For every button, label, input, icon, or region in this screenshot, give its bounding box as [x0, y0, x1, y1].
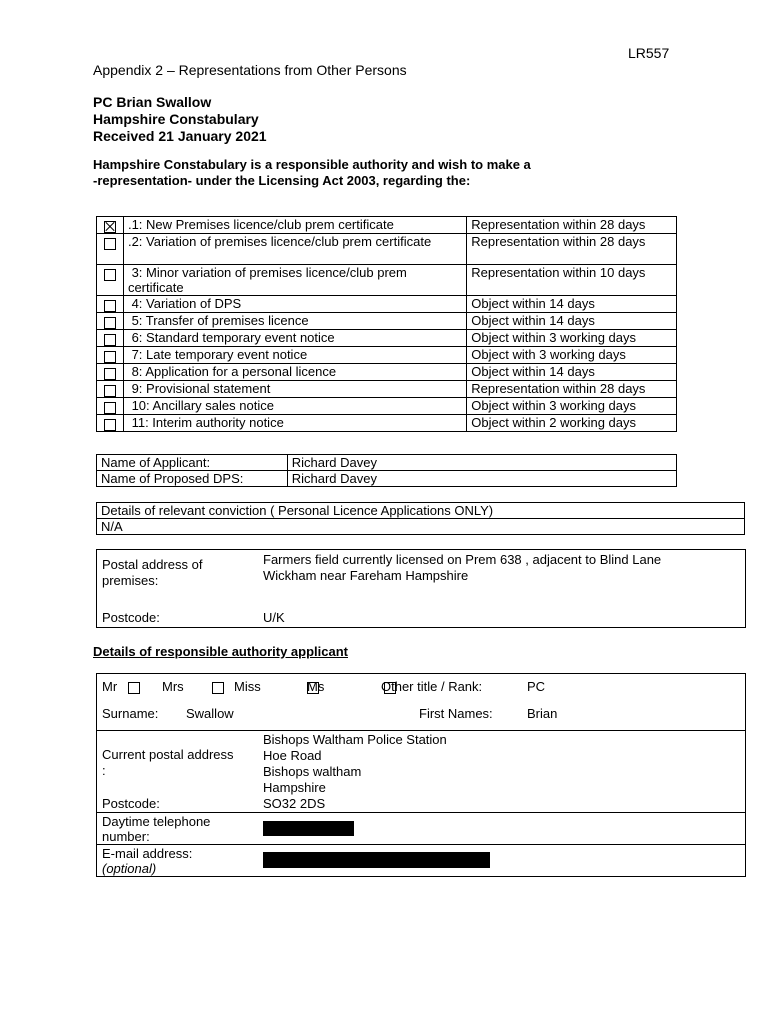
ra-postcode-value: SO32 2DS	[263, 796, 326, 811]
title-mrs-checkbox[interactable]	[212, 682, 224, 694]
application-checkbox[interactable]	[104, 334, 116, 346]
application-checkbox-cell	[97, 313, 124, 330]
application-checkbox-cell	[97, 347, 124, 364]
first-names-value: Brian	[527, 706, 558, 721]
redacted-email	[263, 852, 490, 868]
applicant-name-label: Name of Applicant:	[97, 455, 288, 471]
application-checkbox-cell	[97, 381, 124, 398]
premises-address-value	[263, 552, 661, 584]
application-checkbox-cell	[97, 265, 124, 296]
title-mrs-label: Mrs	[162, 679, 184, 694]
ra-postcode-label: Postcode:	[102, 796, 160, 811]
current-address-label-line2: :	[102, 763, 106, 778]
application-type-label: .2: Variation of premises licence/club prem certificate	[123, 234, 466, 265]
phone-label-line2: number:	[102, 829, 150, 844]
application-type-row	[97, 234, 677, 265]
application-checkbox[interactable]	[104, 317, 116, 329]
divider	[97, 812, 745, 813]
application-type-label: .1: New Premises licence/club prem certificate	[123, 217, 466, 234]
application-checkbox[interactable]	[104, 300, 116, 312]
dps-name-value: Richard Davey	[287, 471, 676, 487]
divider	[97, 844, 745, 845]
application-type-label: 4: Variation of DPS	[123, 296, 466, 313]
application-type-label: 11: Interim authority notice	[123, 415, 466, 432]
address-line: Hampshire	[263, 780, 326, 795]
intro-text	[93, 157, 531, 189]
application-deadline: Object within 14 days	[467, 364, 677, 381]
title-mr-label: Mr	[102, 679, 118, 694]
title-ms-label: Ms	[307, 679, 325, 694]
application-type-label: 3: Minor variation of premises licence/club prem certificate	[123, 265, 466, 296]
premises-address-label-line2: premises:	[102, 573, 159, 588]
current-address-label-line1: Current postal address	[102, 747, 234, 762]
application-checkbox[interactable]	[104, 269, 116, 281]
application-type-row	[97, 381, 677, 398]
application-checkbox[interactable]	[104, 402, 116, 414]
premises-address-label	[102, 557, 202, 589]
application-checkbox-cell	[97, 234, 124, 265]
application-type-table	[96, 216, 677, 432]
received-date: Received 21 January 2021	[93, 128, 267, 144]
application-deadline: Object within 3 working days	[467, 330, 677, 347]
address-line: Bishops Waltham Police Station	[263, 732, 447, 747]
application-deadline: Representation within 28 days	[467, 217, 677, 234]
application-type-label: 5: Transfer of premises licence	[123, 313, 466, 330]
other-title-label: Other title / Rank:	[381, 679, 483, 694]
application-checkbox[interactable]	[104, 351, 116, 363]
application-type-row	[97, 364, 677, 381]
application-type-label: 6: Standard temporary event notice	[123, 330, 466, 347]
responsible-authority-heading: Details of responsible authority applicant	[93, 644, 348, 659]
premises-address-line2: Wickham near Fareham Hampshire	[263, 568, 469, 583]
application-type-row	[97, 217, 677, 234]
application-type-row	[97, 313, 677, 330]
email-label	[102, 846, 192, 876]
premises-address-line1: Farmers field currently licensed on Prem 638 , adjacent to Blind Lane	[263, 552, 662, 567]
first-names-label: First Names:	[419, 706, 493, 721]
application-type-label: 9: Provisional statement	[123, 381, 466, 398]
email-label-line1: E-mail address:	[102, 846, 193, 861]
reference-number: LR557	[628, 45, 670, 61]
premises-box	[96, 549, 746, 628]
application-type-row	[97, 347, 677, 364]
organisation: Hampshire Constabulary	[93, 111, 259, 127]
application-deadline: Object within 14 days	[467, 296, 677, 313]
application-type-row	[97, 265, 677, 296]
intro-line-2: -representation- under the Licensing Act 2003, regarding the:	[93, 173, 471, 188]
application-checkbox[interactable]	[104, 368, 116, 380]
appendix-title: Appendix 2 – Representations from Other Persons	[93, 62, 407, 78]
application-deadline: Representation within 28 days	[467, 234, 677, 265]
email-optional-note: (optional)	[102, 861, 157, 876]
application-checkbox[interactable]	[104, 221, 116, 233]
application-type-row	[97, 415, 677, 432]
application-deadline: Object within 3 working days	[467, 398, 677, 415]
application-deadline: Object within 14 days	[467, 313, 677, 330]
application-deadline: Object with 3 working days	[467, 347, 677, 364]
phone-label-line1: Daytime telephone	[102, 814, 211, 829]
dps-name-label: Name of Proposed DPS:	[97, 471, 288, 487]
title-miss-label: Miss	[234, 679, 261, 694]
intro-line-1: Hampshire Constabulary is a responsible authority and wish to make a	[93, 157, 531, 172]
application-type-label: 7: Late temporary event notice	[123, 347, 466, 364]
application-type-label: 8: Application for a personal licence	[123, 364, 466, 381]
current-address-value	[263, 732, 447, 796]
conviction-table	[96, 502, 745, 535]
application-type-row	[97, 330, 677, 347]
application-checkbox-cell	[97, 217, 124, 234]
conviction-value: N/A	[97, 519, 745, 535]
application-checkbox-cell	[97, 415, 124, 432]
premises-address-label-line1: Postal address of	[102, 557, 203, 572]
applicant-name-value: Richard Davey	[287, 455, 676, 471]
application-checkbox[interactable]	[104, 419, 116, 431]
application-type-row	[97, 296, 677, 313]
divider	[97, 730, 745, 731]
application-checkbox-cell	[97, 364, 124, 381]
address-line: Hoe Road	[263, 748, 322, 763]
premises-postcode-label: Postcode:	[102, 610, 160, 625]
responsible-authority-box	[96, 673, 746, 877]
application-deadline: Object within 2 working days	[467, 415, 677, 432]
redacted-phone	[263, 821, 354, 836]
header-block	[93, 94, 267, 145]
application-checkbox-cell	[97, 296, 124, 313]
surname-value: Swallow	[186, 706, 234, 721]
address-line: Bishops waltham	[263, 764, 362, 779]
title-mr-checkbox[interactable]	[128, 682, 140, 694]
premises-postcode-value: U/K	[263, 610, 285, 625]
other-title-value: PC	[527, 679, 546, 694]
application-checkbox[interactable]	[104, 238, 116, 250]
application-deadline: Representation within 28 days	[467, 381, 677, 398]
conviction-label: Details of relevant conviction ( Personal Licence Applications ONLY)	[97, 503, 745, 519]
application-checkbox-cell	[97, 398, 124, 415]
officer-name: PC Brian Swallow	[93, 94, 212, 110]
application-checkbox-cell	[97, 330, 124, 347]
current-address-label	[102, 747, 234, 779]
application-checkbox[interactable]	[104, 385, 116, 397]
application-deadline: Representation within 10 days	[467, 265, 677, 296]
phone-label	[102, 814, 210, 844]
applicant-table	[96, 454, 677, 487]
surname-label: Surname:	[102, 706, 159, 721]
application-type-label: 10: Ancillary sales notice	[123, 398, 466, 415]
application-type-row	[97, 398, 677, 415]
